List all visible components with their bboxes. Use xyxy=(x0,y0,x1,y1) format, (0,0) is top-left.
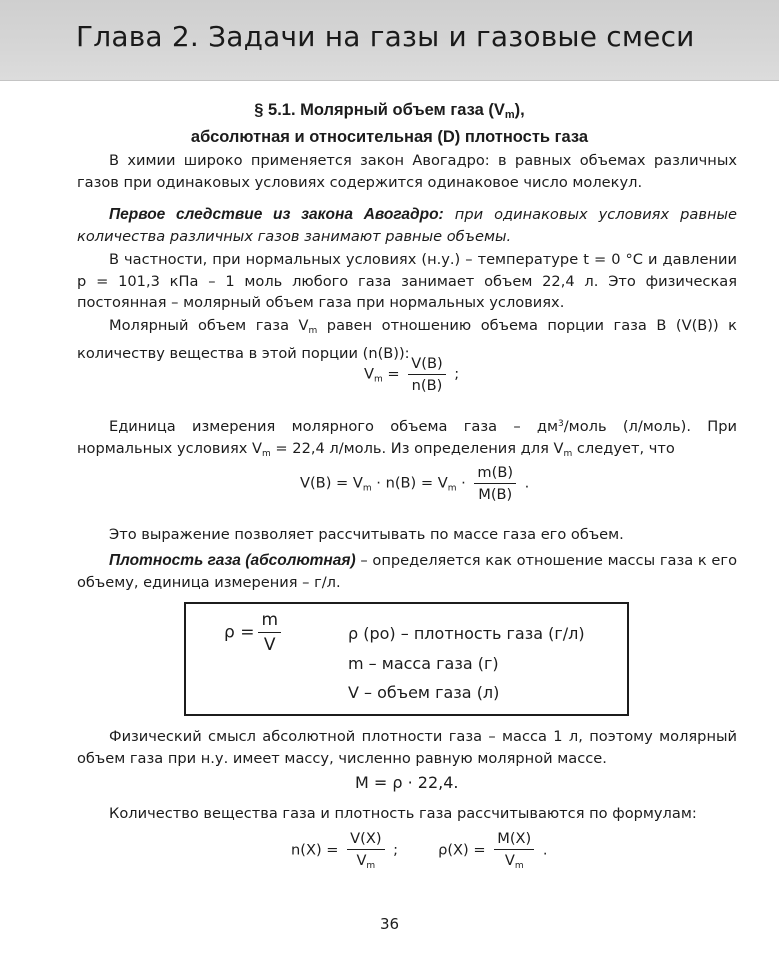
density-formula: ρ = $\frac{m}{V}$ xyxy=(224,610,285,655)
density-formula-box xyxy=(184,602,629,716)
section-title-line2: абсолютная и относительная (D) плотность газа xyxy=(190,128,589,146)
fraction: $\frac{V(X)}{V_m}$ xyxy=(347,830,384,871)
formula-amount-and-density: n(X) = $\frac{V(X)}{V_m}$ ; ρ(X) = $\frac{M(X)}{V_m}$ . xyxy=(291,830,548,871)
fraction: $\frac{m(B)}{M(B)}$ xyxy=(474,464,516,503)
fraction: $\frac{m}{V}$ xyxy=(258,610,281,655)
formula-volume-from-mass: $V(B) = V_m \cdot n(B) = V_m$ · $\frac{m(B)}{M(B)}$ . xyxy=(300,464,530,503)
section-title-line1: § 5.1. Молярный объем газа $(V_m)$, xyxy=(254,101,525,121)
legend-volume: V – объем газа (л) xyxy=(348,683,500,702)
paragraph-formulas-intro: Количество вещества газа и плотность газа рассчитываются по формулам: xyxy=(109,805,697,822)
paragraph-first-corollary: Первое следствие из закона Авогадро: при одинаковых условиях равные количества различных газов занимают равные объемы. xyxy=(77,206,737,245)
paragraph-avogadro-law: В химии широко применяется закон Авогадро: в равных объемах различных газов при одинаковых условиях содержится одинаковое число молекул. xyxy=(77,152,737,191)
chapter-title: Глава 2. Задачи на газы и газовые смеси xyxy=(76,20,695,53)
paragraph-unit: Единица измерения молярного объема газа – $дм^3$/моль (л/моль). При нормальных условиях $V_m = 22,4$ л/моль. Из определения для $V_m$ следует, что xyxy=(77,418,738,459)
paragraph-expression: Это выражение позволяет рассчитывать по массе газа его объем. xyxy=(109,526,624,543)
term-first-corollary: Первое следствие из закона Авогадро: xyxy=(109,206,444,223)
formula-molar-mass: M = ρ · 22,4. xyxy=(355,773,459,792)
legend-density: ρ (ро) – плотность газа (г/л) xyxy=(348,624,585,643)
fraction: $\frac{V(B)}{n(B)}$ xyxy=(408,355,445,394)
legend-mass: m – масса газа (г) xyxy=(348,654,499,673)
paragraph-molar-volume: Молярный объем газа $V_m$ равен отношению объема порции газа B (V(B)) к количеству вещества в этой порции (n(B)): xyxy=(77,317,737,362)
paragraph-normal-conditions: В частности, при нормальных условиях (н.у.) – температуре t = 0 °C и давлении p = 101,3 кПа – 1 моль любого газа занимает объем 22,4 л. Это физическая постоянная – молярный объем газа при нормальных условиях. xyxy=(77,251,737,311)
fraction: $\frac{M(X)}{V_m}$ xyxy=(494,830,534,871)
section-title xyxy=(0,99,779,148)
page-number: 36 xyxy=(379,915,400,933)
chapter-header xyxy=(0,0,779,81)
term-density: Плотность газа (абсолютная) xyxy=(109,552,356,569)
paragraph-density: Плотность газа (абсолютная) – определяется как отношение массы газа к его объему, единица измерения – г/л. xyxy=(77,552,737,591)
paragraph-physical-meaning: Физический смысл абсолютной плотности газа – масса 1 л, поэтому молярный объем газа при н.у. имеет массу, численно равную молярной массе. xyxy=(77,728,737,767)
formula-molar-volume: $V_m$ = $\frac{V(B)}{n(B)}$ ; xyxy=(364,355,460,394)
